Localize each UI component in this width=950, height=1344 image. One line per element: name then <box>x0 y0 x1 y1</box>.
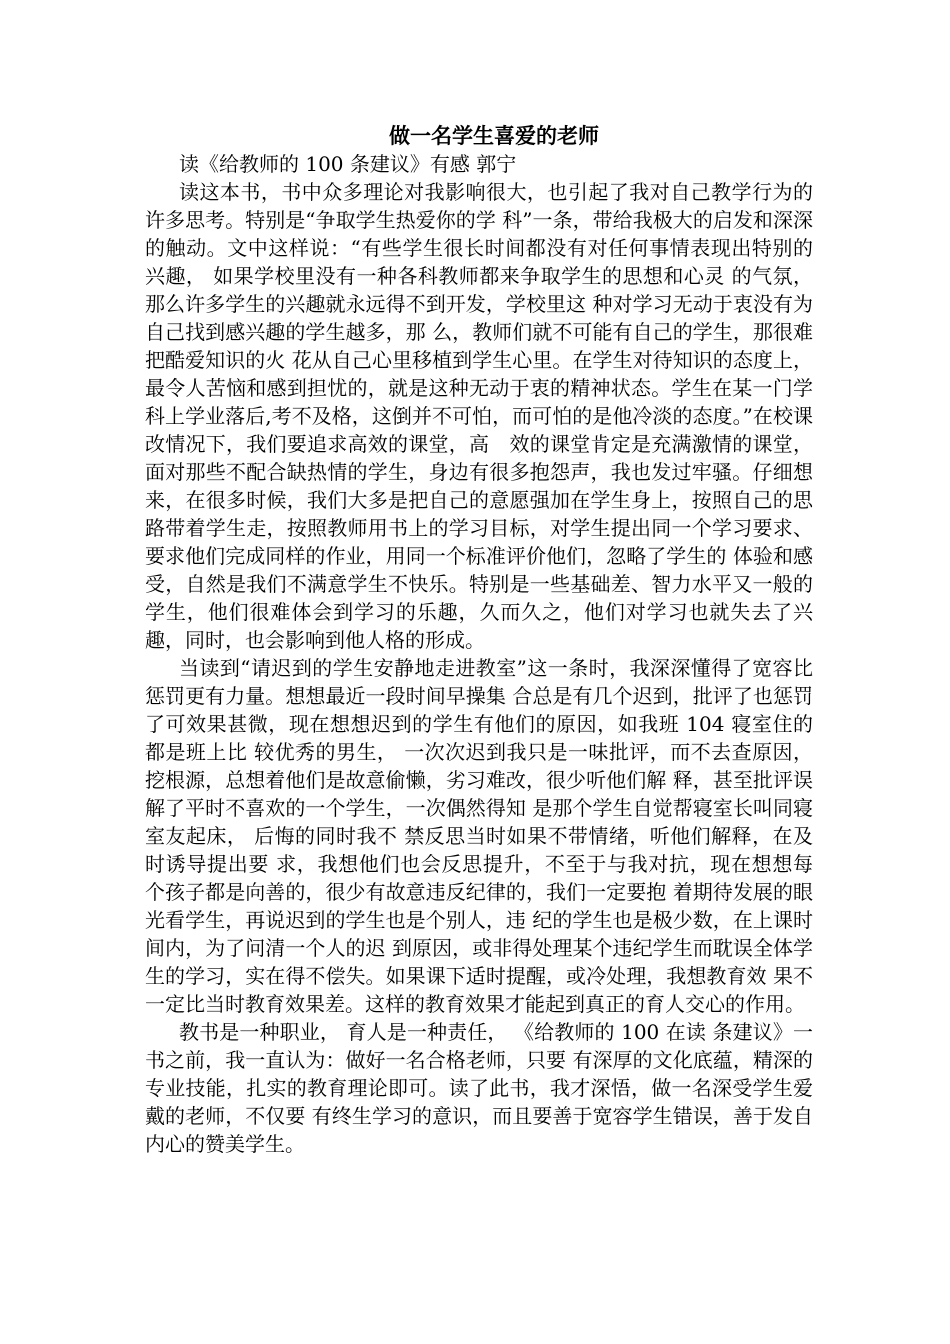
paragraph-3: 教书是一种职业， 育人是一种责任， 《给教师的 100 在读 条建议》一书之前，我一直认为：做好一名合格老师，只要 有深厚的文化底蕴，精深的专业技能，扎实的教育理论即可。读了此书，我才深悟，做一名深受学生爱戴的老师，不仅要 有终生学习的意识，而且要善于宽容学生错误，善于发自内心的赞美学生。 <box>145 1020 813 1156</box>
document-subtitle: 读《给教师的 100 条建议》有感 郭宁 <box>179 152 517 176</box>
paragraph-2: 当读到“请迟到的学生安静地走进教室”这一条时，我深深懂得了宽容比惩罚更有力量。想想最近一段时间早操集 合总是有几个迟到，批评了也惩罚了可效果甚微，现在想想迟到的学生有他们的原因，如我班 104 寝室住的都是班上比 较优秀的男生， 一次次迟到我只是一味批评，而不去查原因，挖根源，总想着他们是故意偷懒，劣习难改，很少听他们解 释，甚至批评误解了平时不喜欢的一个学生，一次偶然得知 是那个学生自觉帮寝室长叫同寝室友起床， 后悔的同时我不 禁反思当时如果不带情绪，听他们解释，在及时诱导提出要 求，我想他们也会反思提升，不至于与我对抗，现在想想每 个孩子都是向善的，很少有故意违反纪律的，我们一定要抱 着期待发展的眼光看学生，再说迟到的学生也是个别人，违 纪的学生也是极少数，在上课时间内，为了问清一个人的迟 到原因，或非得处理某个违纪学生而耽误全体学生的学习，实在得不偿失。如果课下适时提醒，或冷处理，我想教育效 果不一定比当时教育效果差。这样的教育效果才能起到真正的育人交心的作用。 <box>145 656 813 1016</box>
document-title: 做一名学生喜爱的老师 <box>389 123 599 148</box>
paragraph-1: 读这本书，书中众多理论对我影响很大，也引起了我对自己教学行为的许多思考。特别是“争取学生热爱你的学 科”一条，带给我极大的启发和深深的触动。文中这样说：“有些学生很长时间都没有对任何事情表现出特别的兴趣， 如果学校里没有一种各科教师都来争取学生的思想和心灵 的气氛，那么许多学生的兴趣就永远得不到开发，学校里这 种对学习无动于衷没有为自己找到感兴趣的学生越多，那 么，教师们就不可能有自己的学生，那很难把酷爱知识的火 花从自己心里移植到学生心里。在学生对待知识的态度上，最令人苦恼和感到担忧的，就是这种无动于衷的精神状态。学生在某一门学科上学业落后,考不及格，这倒并不可怕，而可怕的是他冷淡的态度。”在校课改情况下，我们要追求高效的课堂，高 效的课堂肯定是充满激情的课堂，面对那些不配合缺热情的学生，身边有很多抱怨声，我也发过牢骚。仔细想来，在很多时候，我们大多是把自己的意愿强加在学生身上，按照自己的思路带着学生走，按照教师用书上的学习目标，对学生提出同一个学习要求、要求他们完成同样的作业，用同一个标准评价他们，忽略了学生的 体验和感受，自然是我们不满意学生不快乐。特别是一些基础差、智力水平又一般的学生，他们很难体会到学习的乐趣，久而久之，他们对学习也就失去了兴趣，同时，也会影响到他人格的形成。 <box>145 180 813 652</box>
document-body <box>145 122 813 1158</box>
